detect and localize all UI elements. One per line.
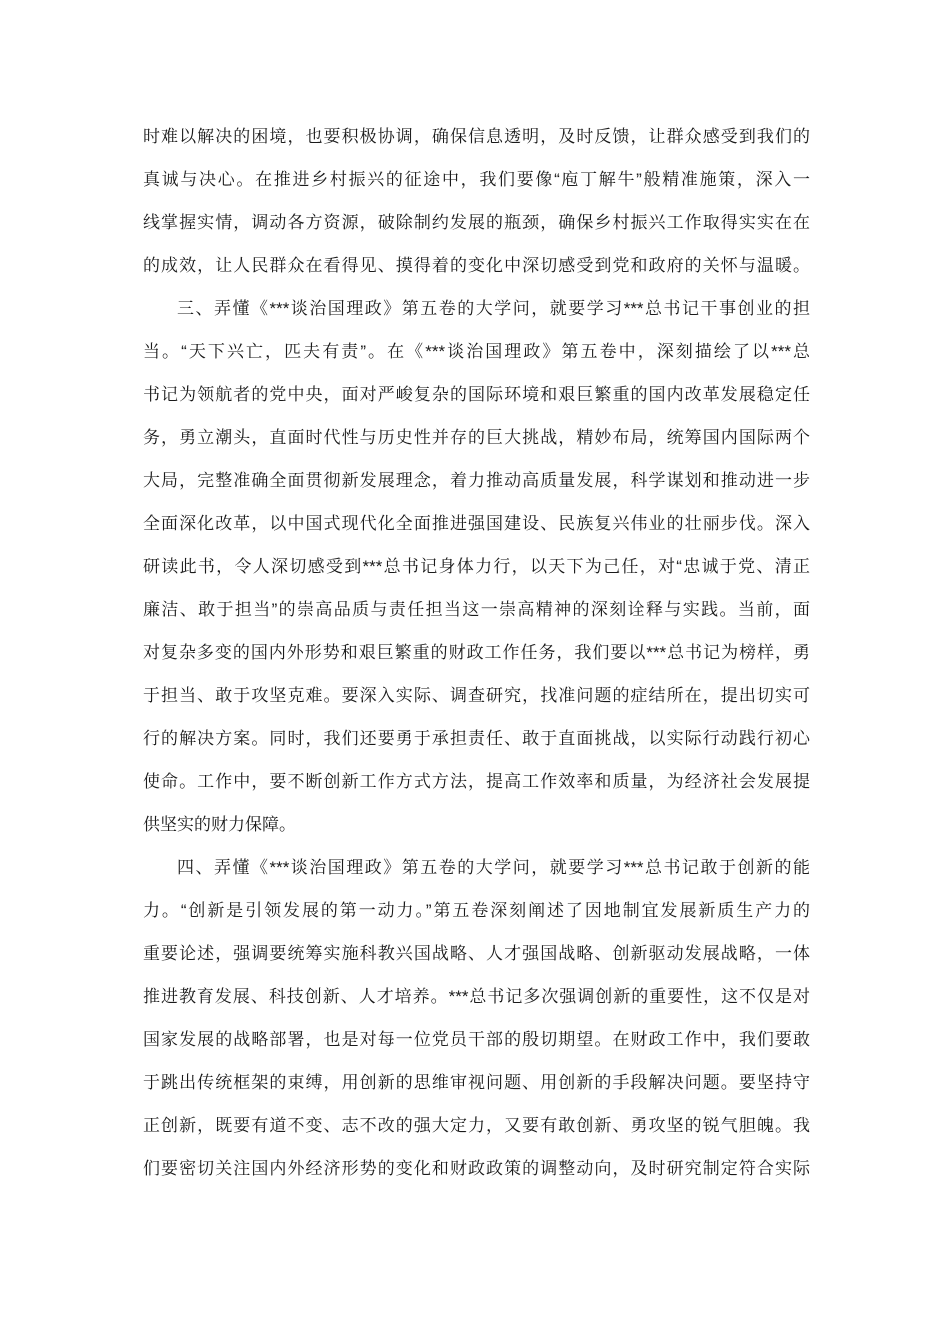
document-text bbox=[143, 115, 810, 1190]
text-line: 研读此书，令人深切感受到***总书记身体力行，以天下为己任，对“忠诚于党、清正 bbox=[143, 557, 810, 576]
text-line: 供坚实的财力保障。 bbox=[143, 815, 296, 834]
text-line: 正创新，既要有道不变、志不改的强大定力，又要有敢创新、勇攻坚的锐气胆魄。我 bbox=[143, 1116, 810, 1135]
text-line: 当。“天下兴亡，匹夫有责”。在《***谈治国理政》第五卷中，深刻描绘了以***总 bbox=[143, 342, 810, 361]
text-line: 大局，完整准确全面贯彻新发展理念，着力推动高质量发展，科学谋划和推动进一步 bbox=[143, 471, 810, 490]
text-line: 行的解决方案。同时，我们还要勇于承担责任、敢于直面挑战，以实际行动践行初心 bbox=[143, 729, 810, 748]
text-line: 务，勇立潮头，直面时代性与历史性并存的巨大挑战，精妙布局，统筹国内国际两个 bbox=[143, 428, 810, 447]
section-four-paragraph bbox=[143, 846, 810, 1190]
text-line: 国家发展的战略部署，也是对每一位党员干部的殷切期望。在财政工作中，我们要敢 bbox=[143, 1030, 810, 1049]
text-line: 推进教育发展、科技创新、人才培养。***总书记多次强调创新的重要性，这不仅是对 bbox=[143, 987, 810, 1006]
text-line: 对复杂多变的国内外形势和艰巨繁重的财政工作任务，我们要以***总书记为榜样，勇 bbox=[143, 643, 810, 662]
text-line: 线掌握实情，调动各方资源，破除制约发展的瓶颈，确保乡村振兴工作取得实实在在 bbox=[143, 213, 810, 232]
text-line: 使命。工作中，要不断创新工作方式方法，提高工作效率和质量，为经济社会发展提 bbox=[143, 772, 810, 791]
text-line: 全面深化改革，以中国式现代化全面推进强国建设、民族复兴伟业的壮丽步伐。深入 bbox=[143, 514, 810, 533]
text-line: 书记为领航者的党中央，面对严峻复杂的国际环境和艰巨繁重的国内改革发展稳定任 bbox=[143, 385, 810, 404]
text-line: 力。“创新是引领发展的第一动力。”第五卷深刻阐述了因地制宜发展新质生产力的 bbox=[143, 901, 810, 920]
continuation-paragraph bbox=[143, 115, 810, 287]
text-line: 时难以解决的困境，也要积极协调，确保信息透明，及时反馈，让群众感受到我们的 bbox=[143, 127, 810, 146]
text-line: 的成效，让人民群众在看得见、摸得着的变化中深切感受到党和政府的关怀与温暖。 bbox=[143, 256, 810, 275]
text-line: 于担当、敢于攻坚克难。要深入实际、调查研究，找准问题的症结所在，提出切实可 bbox=[143, 686, 810, 705]
text-line: 四、弄懂《***谈治国理政》第五卷的大学问，就要学习***总书记敢于创新的能 bbox=[177, 858, 810, 877]
text-line: 三、弄懂《***谈治国理政》第五卷的大学问，就要学习***总书记干事创业的担 bbox=[177, 299, 810, 318]
text-line: 们要密切关注国内外经济形势的变化和财政政策的调整动向，及时研究制定符合实际 bbox=[143, 1159, 810, 1178]
text-line: 真诚与决心。在推进乡村振兴的征途中，我们要像“庖丁解牛”般精准施策，深入一 bbox=[143, 170, 810, 189]
text-line: 廉洁、敢于担当”的崇高品质与责任担当这一崇高精神的深刻诠释与实践。当前，面 bbox=[143, 600, 810, 619]
text-line: 于跳出传统框架的束缚，用创新的思维审视问题、用创新的手段解决问题。要坚持守 bbox=[143, 1073, 810, 1092]
section-three-paragraph bbox=[143, 287, 810, 846]
text-line: 重要论述，强调要统筹实施科教兴国战略、人才强国战略、创新驱动发展战略，一体 bbox=[143, 944, 810, 963]
